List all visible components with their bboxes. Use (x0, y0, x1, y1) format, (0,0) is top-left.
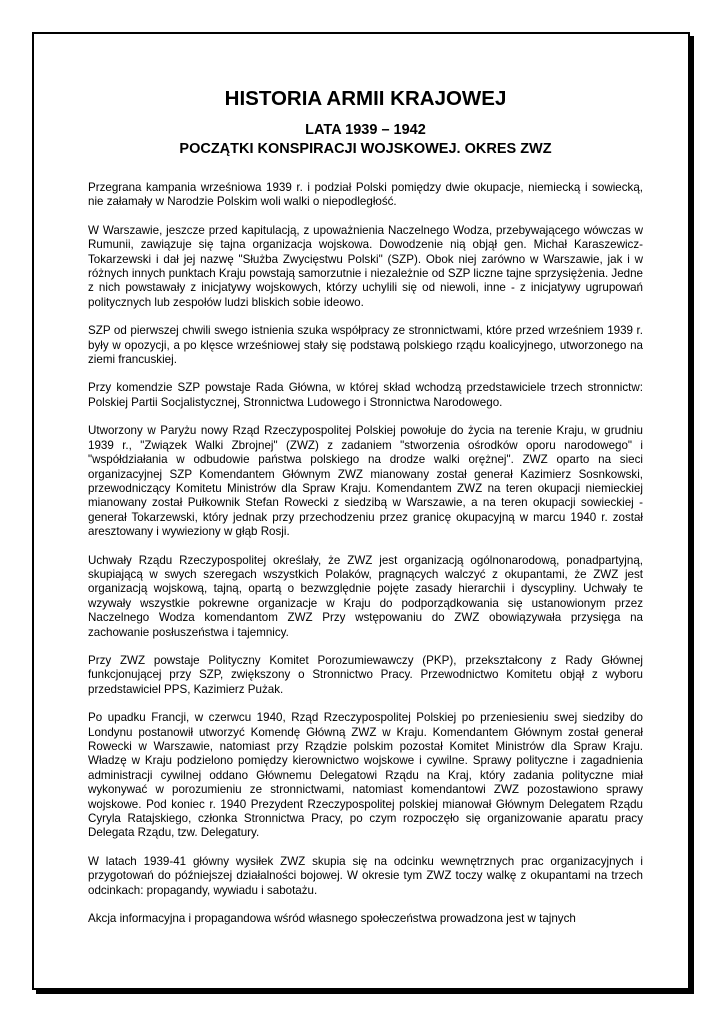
document-subtitle-topic: POCZĄTKI KONSPIRACJI WOJSKOWEJ. OKRES ZWZ (179, 141, 552, 157)
paragraph: Akcja informacyjna i propagandowa wśród własnego społeczeństwa prowadzona jest w tajnych (88, 912, 576, 926)
page-frame (32, 32, 690, 990)
paragraph: SZP od pierwszej chwili swego istnienia szuka współpracy ze stronnictwami, które przed wrześniem 1939 r. były w opozycji, a po klęsce wrześniowej stały się podstawą polskiego rządu koalicyjnego, utworzonego na ziemi francuskiej. (88, 324, 643, 367)
document-body (88, 86, 643, 940)
paragraph: Przy ZWZ powstaje Polityczny Komitet Porozumiewawczy (PKP), przekształcony z Rady Głównej funkcjonującej przy SZP, zwiększony o Stronnictwo Pracy. Przewodnictwo Komitetu objął z wyboru przedstawiciel PPS, Kazimierz Pużak. (88, 653, 643, 696)
paragraph: W latach 1939-41 główny wysiłek ZWZ skupia się na odcinku wewnętrznych prac organizacyjnych i przygotowań do późniejszej działalności bojowej. W okresie tym ZWZ toczy walkę z okupantami na trzech odcinkach: propagandy, wywiadu i sabotażu. (88, 854, 643, 897)
paragraph: Przy komendzie SZP powstaje Rada Główna, w której skład wchodzą przedstawiciele trzech stronnictw: Polskiej Partii Socjalistycznej, Stronnictwa Ludowego i Stronnictwa Narodowego. (88, 381, 643, 409)
paragraph: Utworzony w Paryżu nowy Rząd Rzeczypospolitej Polskiej powołuje do życia na terenie Kraju, w grudniu 1939 r., "Związek Walki Zbrojnej" (ZWZ) z zadaniem "stworzenia ośrodków oporu narodowego" i "współdziałania w odbudowie państwa polskiego na drodze walki orężnej". ZWZ oparto na sieci organizacyjnej SZP Komendantem Głównym ZWZ mianowany został generał Kazimierz Sosnkowski, przewodniczący Komitetu Ministrów dla Spraw Kraju. Komendantem ZWZ na teren okupacji niemieckiej mianowany został Pułkownik Stefan Rowecki z siedzibą w Warszawie, a na teren okupacji sowieckiej - generał Tokarzewski, który jednak przy przechodzeniu przez granicę okupacyjną w marcu 1940 r. został aresztowany i wywieziony w głąb Rosji. (88, 424, 643, 539)
document-title: HISTORIA ARMII KRAJOWEJ (224, 87, 507, 110)
document-subtitle-years: LATA 1939 – 1942 (305, 122, 426, 138)
paragraph: Po upadku Francji, w czerwcu 1940, Rząd Rzeczypospolitej Polskiej po przeniesieniu swej siedziby do Londynu postanowił utworzyć Komendę Główną ZWZ w Kraju. Komendantem Głównym został generał Rowecki w Warszawie, natomiast przy Rządzie polskim pozostał Komitet Ministrów dla Spraw Kraju. Władzę w Kraju podzielono pomiędzy kierownictwo wojskowe i cywilne. Sprawy polityczne i zagadnienia administracji cywilnej oddano Głównemu Delegatowi Rządu na Kraj, który zadania polityczne miał wykonywać w porozumieniu ze stronnictwami, natomiast komendantowi ZWZ pozostawiono sprawy wojskowe. Pod koniec r. 1940 Prezydent Rzeczypospolitej polskiej mianował Głównym Delegatem Rządu Cyryla Ratajskiego, członka Stronnictwa Pracy, po czym rozpoczęło się organizowanie aparatu pracy Delegata Rządu, tzw. Delegatury. (88, 711, 643, 840)
paragraph: Uchwały Rządu Rzeczypospolitej określały, że ZWZ jest organizacją ogólnonarodową, ponadpartyjną, skupiającą w swych szeregach wszystkich Polaków, pragnących walczyć z okupantami, że ZWZ jest organizacją wojskową, tajną, opartą o bezwzględnie pojęte zasady hierarchii i dyscypliny. Uchwały te wzywały wszystkie pokrewne organizacje w Kraju do podporządkowania się ustanowionym przez Naczelnego Wodza komendantom ZWZ Przy wstępowaniu do ZWZ obowiązywała przysięga na zachowanie posłuszeństwa i tajemnicy. (88, 553, 643, 639)
paragraph: Przegrana kampania wrześniowa 1939 r. i podział Polski pomiędzy dwie okupacje, niemiecką i sowiecką, nie załamały w Narodzie Polskim woli walki o niepodległość. (88, 181, 643, 209)
paragraph: W Warszawie, jeszcze przed kapitulacją, z upoważnienia Naczelnego Wodza, przebywającego wówczas w Rumunii, zawiązuje się tajna organizacja wojskowa. Dowodzenie nią objął gen. Michał Karaszewicz-Tokarzewski i dał jej nazwę "Służba Zwycięstwu Polski" (SZP). Obok niej zarówno w Warszawie, jak i w różnych innych punktach Kraju powstają samorzutnie i niezależnie od SZP liczne tajne sprzysiężenia. Jedne z nich powstawały z inicjatywy wojskowych, którzy uchylili się od niewoli, inne - z inicjatywy ugrupowań politycznych lub zespołów ludzi bliskich sobie ideowo. (88, 223, 643, 309)
document-text (88, 181, 643, 926)
